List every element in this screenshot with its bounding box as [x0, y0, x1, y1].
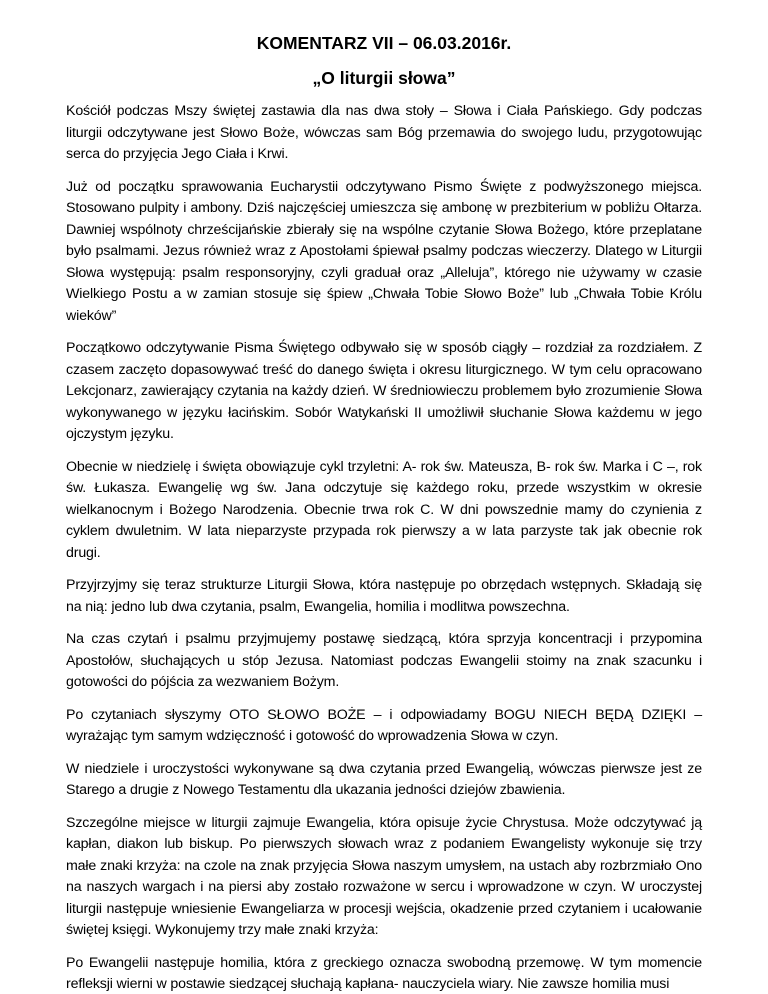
- document-subtitle: „O liturgii słowa”: [312, 68, 456, 88]
- paragraph-intro: Kościół podczas Mszy świętej zastawia dla nas dwa stoły – Słowa i Ciała Pańskiego. Gdy podczas liturgii odczytywane jest Słowo Boże, wówczas sam Bóg przemawia do swojego ludu, przygotowując serca do przyjęcia Jego Ciała i Krwi.: [66, 103, 702, 162]
- paragraph-sunday-readings: W niedziele i uroczystości wykonywane są dwa czytania przed Ewangelią, wówczas pierwsze jest ze Starego a drugie z Nowego Testamentu dla ukazania jedności dziejów zbawienia.: [66, 760, 702, 798]
- paragraph-lectionary: Początkowo odczytywanie Pisma Świętego odbywało się w sposób ciągły – rozdział za rozdziałem. Z czasem zaczęto dopasowywać treść do danego święta i okresu liturgicznego. W tym celu opracowano Lekcjonarz, zawierający czytania na każdy dzień. W średniowieczu problemem było zrozumienie Słowa wykonywanego w języku łacińskim. Sobór Watykański II umożliwił słuchanie Słowa każdemu w jego ojczystym języku.: [66, 340, 702, 442]
- document-title: KOMENTARZ VII – 06.03.2016r.: [256, 33, 512, 53]
- paragraph-response: Po czytaniach słyszymy OTO SŁOWO BOŻE – i odpowiadamy BOGU NIECH BĘDĄ DZIĘKI – wyrażając tym samym wdzięczność i gotowość do wprowadzenia Słowa w czyn.: [66, 706, 702, 744]
- paragraph-history: Już od początku sprawowania Eucharystii odczytywano Pismo Święte z podwyższonego miejsca. Stosowano pulpity i ambony. Dziś najczęściej umieszcza się ambonę w prezbiterium w pobliżu Ołtarza. Dawniej wspólnoty chrześcijańskie zbierały się na wspólne czytanie Słowa Bożego, które przeplatane było psalmami. Jezus również wraz z Apostołami śpiewał psalmy podczas wieczerzy. Dlatego w Liturgii Słowa występują: psalm responsoryjny, czyli graduał oraz „Alleluja”, którego nie używamy w czasie Wielkiego Postu a w zamian stosuje się śpiew „Chwała Tobie Słowo Boże” lub „Chwała Tobie Królu wieków”: [66, 178, 702, 324]
- paragraph-posture: Na czas czytań i psalmu przyjmujemy postawę siedzącą, która sprzyja koncentracji i przypomina Apostołów, słuchających u stóp Jezusa. Natomiast podczas Ewangelii stoimy na znak szacunku i gotowości do pójścia za wezwaniem Bożym.: [66, 631, 702, 690]
- paragraph-structure: Przyjrzyjmy się teraz strukturze Liturgii Słowa, która następuje po obrzędach wstępnych. Składają się na nią: jedno lub dwa czytania, psalm, Ewangelia, homilia i modlitwa powszechna.: [66, 577, 702, 615]
- paragraph-cycle: Obecnie w niedzielę i święta obowiązuje cykl trzyletni: A- rok św. Mateusza, B- rok św. Marka i C –, rok św. Łukasza. Ewangelię wg św. Jana odczytuje się każdego roku, przede wszystkim w okresie wielkanocnym i Bożego Narodzenia. Obecnie trwa rok C. W dni powszednie mamy do czynienia z cyklem dwuletnim. W lata nieparzyste przypada rok pierwszy a w lata parzyste tak jak obecnie rok drugi.: [66, 458, 702, 561]
- paragraph-homily: Po Ewangelii następuje homilia, która z greckiego oznacza swobodną przemowę. W tym momencie refleksji wierni w postawie siedzącej słuchają kapłana- nauczyciela wiary. Nie zawsze homilia musi: [66, 954, 702, 992]
- paragraph-gospel: Szczególne miejsce w liturgii zajmuje Ewangelia, która opisuje życie Chrystusa. Może odczytywać ją kapłan, diakon lub biskup. Po pierwszych słowach wraz z podaniem Ewangelisty wykonuje się trzy małe znaki krzyża: na czole na znak przyjęcia Słowa naszym umysłem, na ustach aby rozbrzmiało Ono na naszych wargach i na piersi aby zostało rozważone w sercu i wprowadzone w czyn. W uroczystej liturgii następuje wniesienie Ewangeliarza w procesji wejścia, okadzenie przed czytaniem i ucałowanie świętej księgi. Wykonujemy trzy małe znaki krzyża:: [66, 814, 702, 938]
